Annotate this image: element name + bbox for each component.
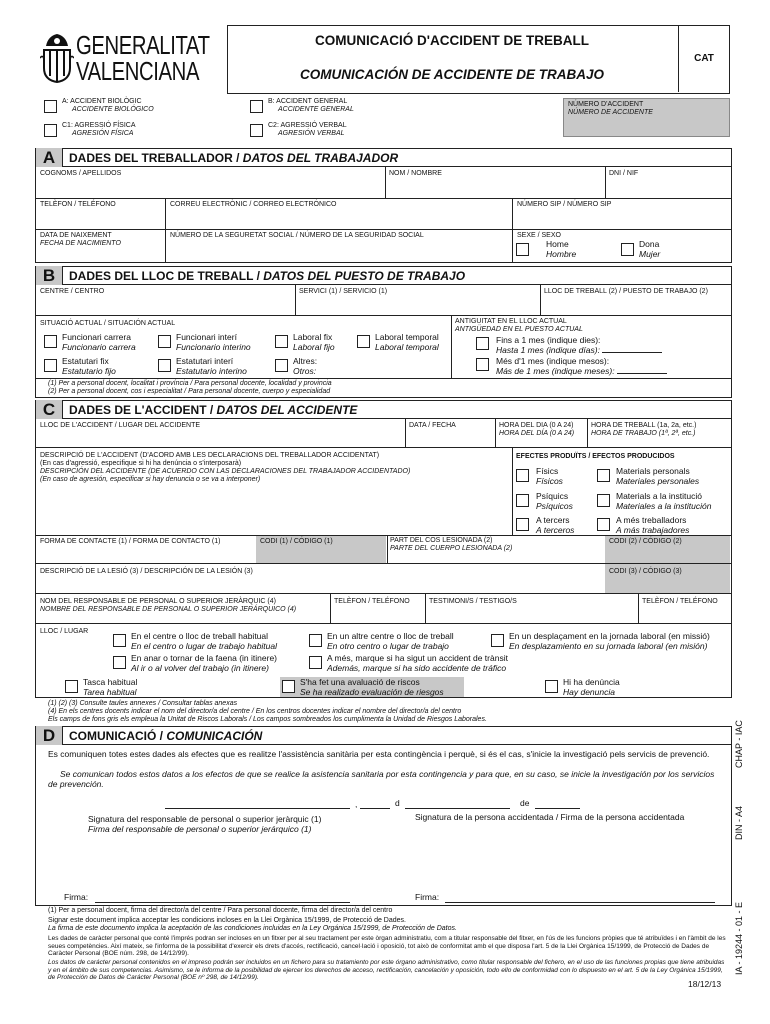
logo-line-2: VALENCIANA xyxy=(76,56,200,86)
label-sip: NÚMERO SIP / NÚMERO SIP xyxy=(517,201,612,208)
checkbox-up-to-1-month[interactable] xyxy=(476,337,489,350)
side-text-form-code: IA - 19244 - 01 - E xyxy=(734,901,744,975)
label-surnames: COGNOMS / APELLIDOS xyxy=(40,170,122,177)
label-permanent-labor: Laboral fix Laboral fijo xyxy=(293,332,335,352)
logo xyxy=(40,30,215,90)
checkbox-statutory-permanent[interactable] xyxy=(44,359,57,372)
side-text-chap: CHAP - IAC xyxy=(734,720,744,768)
footnote-b2: (2) Per a personal docent, cos i especialitat / Para personal docente, cuerpo y especialidad xyxy=(48,388,331,395)
title-spanish: COMUNICACIÓN DE ACCIDENTE DE TRABAJO xyxy=(299,67,604,82)
label-more-workers: A més treballadors A más trabajadores xyxy=(616,515,690,535)
label-statutory-permanent: Estatutari fix Estatutario fijo xyxy=(62,356,116,376)
checkbox-more-workers[interactable] xyxy=(597,518,610,531)
checkbox-more-than-1-month[interactable] xyxy=(476,358,489,371)
label-workplace: LLOC DE TREBALL (2) / PUESTO DE TRABAJO (2) xyxy=(544,288,708,295)
checkbox-accident-biologic[interactable] xyxy=(44,100,57,113)
section-letter: C xyxy=(36,400,63,419)
title-catalan: COMUNICACIÓ D'ACCIDENT DE TREBALL xyxy=(315,33,589,48)
year-field[interactable] xyxy=(535,808,580,809)
label-on-mission: En un desplaçament en la jornada laboral (en missió) En desplazamiento en su jornada laboral (en misión) xyxy=(509,631,710,651)
label-email: CORREU ELECTRÒNIC / CORREO ELECTRÓNICO xyxy=(170,201,337,208)
checkbox-complaint[interactable] xyxy=(545,680,558,693)
checkbox-physical-aggression[interactable] xyxy=(44,124,57,137)
label-other-workplace: En un altre centre o lloc de treball En otro centro o lugar de trabajo xyxy=(327,631,454,651)
section-letter: D xyxy=(36,726,63,745)
label-usual-workplace: En el centre o lloc de treball habitual En el centro o lugar de trabajo habitual xyxy=(131,631,278,651)
label-institution-materials: Materials a la institució Materiales a la institución xyxy=(616,491,712,511)
label-code-1: CODI (1) / CÓDIGO (1) xyxy=(260,538,333,545)
communication-text-catalan: Es comuniquen totes estes dades als efectes que es realitze l'assistència sanitària per esta contingència i perquè, si és el cas, s'inicie la investigació pels servicis de prevenció. xyxy=(48,749,710,759)
label-male: Home Hombre xyxy=(546,239,577,259)
label-career-civil-servant: Funcionari carrera Funcionario carrera xyxy=(62,332,136,352)
label-phone: TELÈFON / TELÉFONO xyxy=(40,201,116,208)
signature-field-injured[interactable] xyxy=(445,902,715,903)
section-d-header: D COMUNICACIÓ / COMUNICACIÓN xyxy=(35,726,732,745)
language-code: CAT xyxy=(694,53,714,64)
label-complaint: Hi ha denúncia Hay denuncia xyxy=(563,677,620,697)
label-accident-biologic: A: ACCIDENT BIOLÒGIC ACCIDENTE BIOLÓGICO xyxy=(62,98,154,113)
label-hour-of-day: HORA DEL DIA (0 A 24) HORA DEL DÍA (0 A 24) xyxy=(499,422,575,437)
label-accident-description: DESCRIPCIÓ DE L'ACCIDENT (D'ACORD AMB LES DECLARACIONS DEL TREBALLADOR ACCIDENTAT) (En cas d'agressió, especifique si hi ha denúncia o s'interposarà) DESCRIPCIÓN DEL ACCIDENTE (DE ACUERDO CON LAS DECLARACIONES DEL TRABAJADOR ACCIDENTADO) (En caso de agresión, especificar si hay denuncia o se va a interponer) xyxy=(40,452,411,483)
label-service: SERVICI (1) / SERVICIO (1) xyxy=(299,288,388,295)
label-physical-aggression: C1: AGRESSIÓ FÍSICA AGRESIÓN FÍSICA xyxy=(62,122,136,137)
checkbox-on-mission[interactable] xyxy=(491,634,504,647)
label-code-2: CODI (2) / CÓDIGO (2) xyxy=(609,538,682,545)
label-accident-date: DATA / FECHA xyxy=(409,422,456,429)
section-a-header: A DADES DEL TREBALLADOR / DATOS DEL TRABAJADOR xyxy=(35,148,732,167)
label-psychological: Psíquics Psíquicos xyxy=(536,491,573,511)
label-birthdate: DATA DE NAIXEMENT FECHA DE NACIMIENTO xyxy=(40,232,121,247)
coat-of-arms-icon xyxy=(40,32,74,84)
label-responsible-phone: TELÈFON / TELÉFONO xyxy=(334,598,410,605)
date-code: 18/12/13 xyxy=(688,979,722,989)
checkbox-other-workplace[interactable] xyxy=(309,634,322,647)
label-seniority: ANTIGUITAT EN EL LLOC ACTUAL ANTIGÜEDAD EN EL PUESTO ACTUAL xyxy=(455,318,583,333)
label-usual-task: Tasca habitual Tarea habitual xyxy=(83,677,138,697)
checkbox-psychological[interactable] xyxy=(516,494,529,507)
label-injured-body-part: PART DEL COS LESIONADA (2) PARTE DEL CUERPO LESIONADA (2) xyxy=(390,537,513,552)
footnote-d3: La firma de este documento implica la aceptación de las condiciones incluidas en la Ley Orgánica 15/1999, de Protección de Datos. xyxy=(48,925,457,932)
label-code-3: CODI (3) / CÓDIGO (3) xyxy=(609,568,682,575)
label-d: d xyxy=(395,798,400,808)
checkbox-male[interactable] xyxy=(516,243,529,256)
checkbox-institution-materials[interactable] xyxy=(597,494,610,507)
communication-text-spanish: Se comunican todos estos datos a los efectos de que se realice la asistencia sanitaria por esta contingencia y para que, en su caso, se inicie la investigación por los servicios de prevención. xyxy=(48,769,715,789)
label-others: Altres: Otros: xyxy=(293,356,318,376)
section-b-header: B DADES DEL LLOC DE TREBALL / DATOS DEL PUESTO DE TRABAJO xyxy=(35,266,732,285)
footnote-d1: (1) Per a personal docent, firma del director/a del centre / Para personal docente, firma del director/a del centro xyxy=(48,907,393,914)
checkbox-interim-civil-servant[interactable] xyxy=(158,335,171,348)
label-third-parties: A tercers A terceros xyxy=(536,515,575,535)
label-contact-form: FORMA DE CONTACTE (1) / FORMA DE CONTACTO (1) xyxy=(40,538,221,545)
label-center: CENTRE / CENTRO xyxy=(40,288,105,295)
label-work-hour: HORA DE TREBALL (1a, 2a, etc.) HORA DE TRABAJO (1ª, 2ª, etc.) xyxy=(591,422,697,437)
label-firma-2: Firma: xyxy=(415,892,440,902)
checkbox-third-parties[interactable] xyxy=(516,518,529,531)
label-effects: EFECTES PRODUÏTS / EFECTOS PRODUCIDOS xyxy=(516,453,675,460)
section-letter: B xyxy=(36,266,63,285)
label-risk-evaluation: S'ha fet una avaluació de riscos Se ha realizado evaluación de riesgos xyxy=(300,677,444,697)
checkbox-personal-materials[interactable] xyxy=(597,469,610,482)
logo-line-1: GENERALITAT xyxy=(76,30,210,60)
footnote-c3: Els camps de fons gris els empleua la Unitat de Riscos Laborals / Los campos sombreados los cumplimenta la Unidad de Riesgos Laborales. xyxy=(48,716,487,723)
checkbox-usual-task[interactable] xyxy=(65,680,78,693)
label-accident-place: LLOC DE L'ACCIDENT / LUGAR DEL ACCIDENTE xyxy=(40,422,201,429)
side-text-din: DIN - A4 xyxy=(734,805,744,840)
checkbox-career-civil-servant[interactable] xyxy=(44,335,57,348)
label-sex: SEXE / SEXO xyxy=(517,232,561,239)
label-signature-injured: Signatura de la persona accidentada / Firma de la persona accidentada xyxy=(415,812,685,822)
label-in-itinere: En anar o tornar de la faena (in itinere) Al ir o al volver del trabajo (in itinere) xyxy=(131,653,278,673)
checkbox-statutory-interim[interactable] xyxy=(158,359,171,372)
label-female: Dona Mujer xyxy=(639,239,661,259)
footnote-c1: (1) (2) (3) Consulte taules annexes / Consultar tablas anexas xyxy=(48,700,238,707)
label-witness-phone: TELÈFON / TELÉFONO xyxy=(642,598,718,605)
label-more-than-1-month: Més d'1 mes (indique mesos): Más de 1 mes (indique meses): xyxy=(496,357,667,376)
signature-field-responsible[interactable] xyxy=(95,902,350,903)
checkbox-traffic-accident[interactable] xyxy=(309,656,322,669)
label-temporary-labor: Laboral temporal Laboral temporal xyxy=(375,332,439,352)
section-letter: A xyxy=(36,148,63,167)
footnote-c2: (4) En els centres docents indicar el nom del director/a del centre / En los centros docentes indicar el nombre del director/a del centro xyxy=(48,708,462,715)
footnote-b1: (1) Per a personal docent, localitat i província / Para personal docente, localidad y provincia xyxy=(48,380,332,387)
checkbox-verbal-aggression[interactable] xyxy=(250,124,263,137)
footnote-d4: Les dades de caràcter personal que conté l'imprés podran ser incloses en un fitxer per al seu tractament per este òrgan administratiu, com a titular responsable del fitxer, en l'ús de les funcions pròpies que té atribuïdes i en l'àmbit de les seues competències. Així mateix, se l'informa de la possibilitat d'exercir els drets d'accés, rectificació, cancel·lació i oposició, tot això de conformitat amb el que disposa l'art. 5 de la Llei Orgànica 15/1999, de Protecció de Dades de Caràcter Personal (BOE núm. 298, de 14/12/99). xyxy=(48,935,726,957)
checkbox-accident-general[interactable] xyxy=(250,100,263,113)
place-field[interactable] xyxy=(165,808,350,809)
label-accident-general: B: ACCIDENT GENERAL ACCIDENTE GENERAL xyxy=(268,98,354,113)
checkbox-risk-evaluation[interactable] xyxy=(282,680,295,693)
label-current-situation: SITUACIÓ ACTUAL / SITUACIÓN ACTUAL xyxy=(40,320,176,327)
checkbox-physical-effects[interactable] xyxy=(516,469,529,482)
day-field[interactable] xyxy=(360,808,390,809)
footnote-d5: Los datos de carácter personal contenidos en el impreso podrán ser incluidos en un fichero para su tratamiento por este órgano administrativo, como titular responsable del fichero, en el uso de las funciones propias que tiene atribuidas y en el ámbito de sus competencias. Asimismo, se le informa de la posibilidad de ejercer los derechos de acceso, rectificación, cancelación y oposición, todo ello de conformidad con lo dispuesto en el art. 5 de la Ley Orgánica 15/1999, de Protección de Datos de Carácter Personal (BOE nº 298, de 14/12/99). xyxy=(48,959,725,981)
label-social-security: NÚMERO DE LA SEGURETAT SOCIAL / NÚMERO DE LA SEGURIDAD SOCIAL xyxy=(170,232,424,239)
checkbox-permanent-labor[interactable] xyxy=(275,335,288,348)
label-statutory-interim: Estatutari interí Estatutario interino xyxy=(176,356,247,376)
label-name: NOM / NOMBRE xyxy=(389,170,442,177)
checkbox-in-itinere[interactable] xyxy=(113,656,126,669)
label-injury-description: DESCRIPCIÓ DE LA LESIÓ (3) / DESCRIPCIÓN DE LA LESIÓN (3) xyxy=(40,568,253,575)
label-location: LLOC / LUGAR xyxy=(40,628,89,635)
label-interim-civil-servant: Funcionari interí Funcionario interino xyxy=(176,332,251,352)
label-responsible-name: NOM DEL RESPONSABLE DE PERSONAL O SUPERIOR JERÀRQUIC (4) NOMBRE DEL RESPONSABLE DE PERSONAL O SUPERIOR JERÁRQUICO (4) xyxy=(40,598,297,613)
label-verbal-aggression: C2: AGRESSIÓ VERBAL AGRESIÓN VERBAL xyxy=(268,122,347,137)
label-signature-responsible: Signatura del responsable de personal o superior jeràrquic (1) Firma del responsable de personal o superior jerárquico (1) xyxy=(88,814,322,834)
checkbox-others[interactable] xyxy=(275,359,288,372)
checkbox-temporary-labor[interactable] xyxy=(357,335,370,348)
section-c-header: C DADES DE L'ACCIDENT / DATOS DEL ACCIDENTE xyxy=(35,400,732,419)
label-up-to-1-month: Fins a 1 mes (indique dies): Hasta 1 mes (indique días): xyxy=(496,336,662,355)
label-physical-effects: Físics Físicos xyxy=(536,466,563,486)
label-firma-1: Firma: xyxy=(64,892,89,902)
label-dni: DNI / NIF xyxy=(609,170,639,177)
comma: , xyxy=(355,799,358,809)
label-personal-materials: Materials personals Materiales personales xyxy=(616,466,700,486)
footnote-d2: Signar este document implica acceptar les condicions incloses en la Llei Orgànica 15/1999, de Protecció de Dades. xyxy=(48,917,406,924)
label-accident-number: NÚMERO D'ACCIDENT NÚMERO DE ACCIDENTE xyxy=(568,101,653,116)
checkbox-female[interactable] xyxy=(621,243,634,256)
label-de: de xyxy=(520,798,530,808)
label-witnesses: TESTIMONI/S / TESTIGO/S xyxy=(429,598,517,605)
month-field[interactable] xyxy=(405,808,510,809)
checkbox-usual-workplace[interactable] xyxy=(113,634,126,647)
label-traffic-accident: A més, marque si ha sigut un accident de trànsit Además, marque si ha sido accidente de tráfico xyxy=(327,653,508,673)
